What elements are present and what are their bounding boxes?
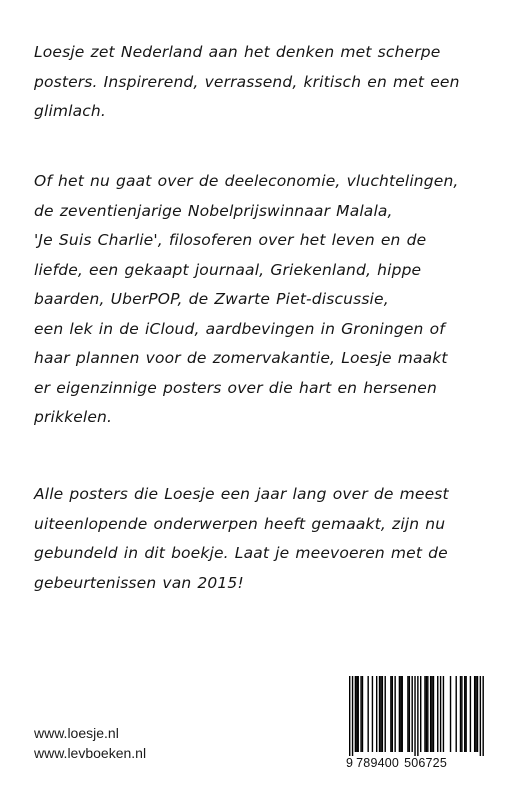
text-line: een lek in de iCloud, aardbevingen in Groningen of	[34, 319, 445, 338]
barcode-bar	[470, 676, 471, 752]
barcode-bar	[411, 676, 412, 752]
intro-paragraph	[34, 38, 494, 127]
barcode-bar	[464, 676, 465, 752]
isbn-number	[346, 756, 490, 770]
text-line: Alle posters die Loesje een jaar lang over de meest	[34, 485, 449, 503]
link-loesje[interactable]: www.loesje.nl	[34, 725, 119, 741]
isbn-group-right: 506725	[404, 756, 447, 770]
barcode-bar	[465, 676, 466, 752]
barcode-bar	[380, 676, 381, 752]
barcode-bar	[433, 676, 434, 752]
barcode-bar	[456, 676, 457, 752]
barcode-bar	[414, 676, 415, 756]
link-levboeken[interactable]: www.levboeken.nl	[34, 745, 147, 761]
barcode-bar	[440, 676, 441, 752]
text-line: liefde, een gekaapt journaal, Griekenland, hippe	[34, 260, 422, 279]
text-line: 'Je Suis Charlie', filosoferen over het leven en de	[34, 231, 427, 249]
text-line: glimlach.	[34, 102, 106, 120]
barcode-bar	[358, 676, 359, 752]
barcode-bar	[402, 676, 403, 752]
isbn-group-left: 789400	[356, 756, 400, 770]
text-line: prikkelen.	[34, 408, 113, 426]
barcode-bar	[450, 676, 451, 752]
text-line: posters. Inspirerend, verrassend, kritisch en met een	[34, 72, 460, 91]
barcode-bar	[379, 676, 380, 752]
barcode-bar	[427, 676, 428, 752]
barcode-bar	[390, 676, 391, 752]
barcode-bar	[474, 676, 475, 752]
barcode-bar	[372, 676, 373, 752]
barcode-bar	[400, 676, 401, 752]
barcode-bar	[482, 676, 483, 756]
barcode-bar	[430, 676, 431, 752]
barcode-bar	[349, 676, 350, 756]
barcode-bar	[367, 676, 368, 752]
barcode-bar	[385, 676, 386, 752]
barcode-bar	[431, 676, 432, 752]
barcode-bar	[394, 676, 395, 752]
text-line: baarden, UberPOP, de Zwarte Piet-discussie,	[34, 290, 389, 308]
barcode-bar	[460, 676, 461, 752]
barcode-bars	[346, 676, 490, 756]
barcode-bar	[376, 676, 377, 752]
barcode-bar	[382, 676, 383, 752]
barcode-bar	[417, 676, 418, 756]
barcode-bar	[356, 676, 357, 752]
isbn-lead-digit: 9	[346, 756, 354, 770]
barcode-bar	[420, 676, 421, 752]
barcode-bar	[352, 676, 353, 756]
text-line: Loesje zet Nederland aan het denken met scherpe	[34, 43, 441, 61]
barcode-bar	[399, 676, 400, 752]
barcode-bar	[461, 676, 462, 752]
barcode-bar	[407, 676, 408, 752]
barcode-bar	[480, 676, 481, 756]
text-line: uiteenlopende onderwerpen heeft gemaakt, zijn nu	[34, 514, 446, 533]
text-line: Of het nu gaat over de deeleconomie, vluchtelingen,	[34, 172, 459, 190]
barcode-bar	[443, 676, 444, 752]
closing-paragraph	[34, 480, 494, 598]
isbn-barcode	[346, 676, 490, 774]
topics-paragraph	[34, 167, 494, 433]
text-line: er eigenzinnige posters over die hart en hersenen	[34, 378, 437, 397]
barcode-bar	[362, 676, 363, 752]
barcode-bar	[409, 676, 410, 752]
barcode-bar	[355, 676, 356, 752]
barcode-bar	[424, 676, 425, 752]
text-line: gebeurtenissen van 2015!	[34, 573, 244, 592]
website-links	[34, 723, 146, 763]
text-line: gebundeld in dit boekje. Laat je meevoeren met de	[34, 544, 448, 562]
text-line: de zeventienjarige Nobelprijswinnaar Malala,	[34, 201, 393, 220]
text-line: haar plannen voor de zomervakantie, Loesje maakt	[34, 349, 448, 367]
barcode-bar	[426, 676, 427, 752]
barcode-bar	[475, 676, 476, 752]
barcode-bar	[360, 676, 361, 752]
barcode-bar	[437, 676, 438, 752]
barcode-bar	[392, 676, 393, 752]
barcode-bar	[477, 676, 478, 752]
